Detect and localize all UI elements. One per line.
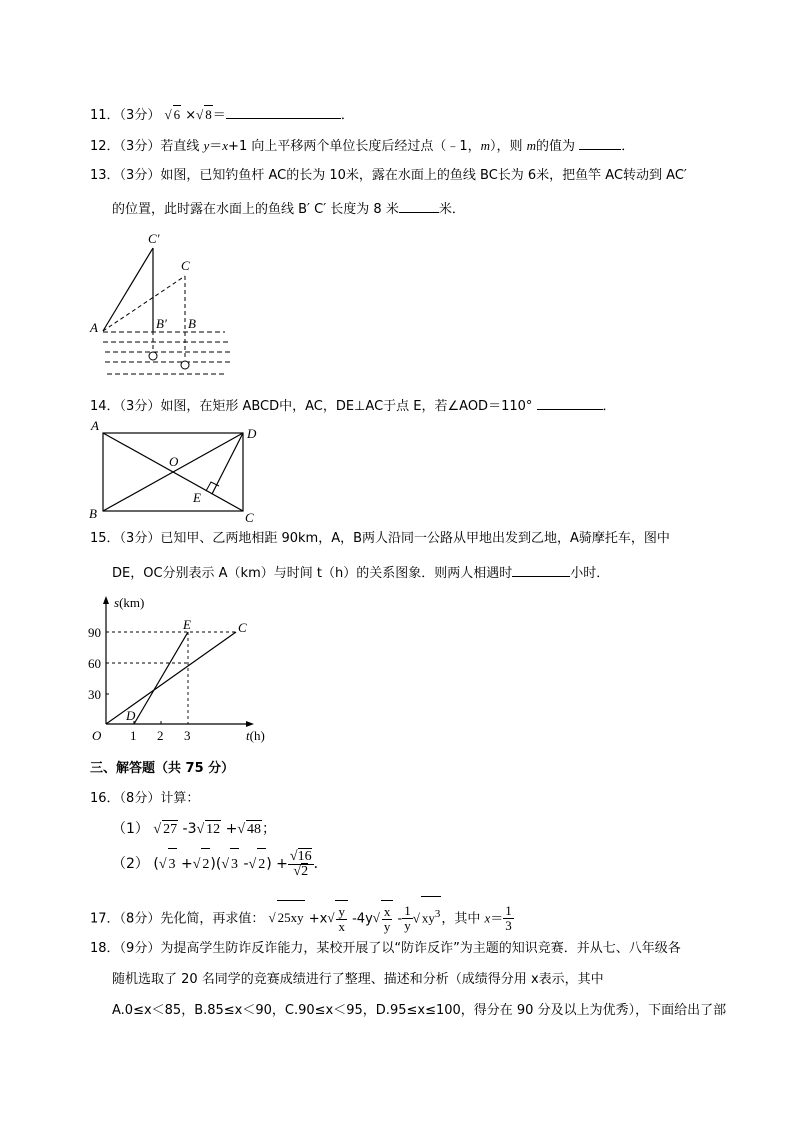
- text: 的位置，此时露在水面上的鱼线 B′ C′ 长度为 8 米: [112, 202, 399, 217]
- sqrt-3: √ 3: [221, 848, 239, 881]
- score: （3分）: [119, 399, 161, 414]
- svg-text:B: B: [188, 316, 196, 331]
- svg-text:3: 3: [184, 728, 191, 743]
- distance-time-chart: [88, 592, 278, 747]
- answer-blank[interactable]: [399, 198, 439, 213]
- period: ．: [602, 399, 616, 414]
- sqrt-12: √ 12: [196, 822, 221, 837]
- question-18-line2: 随机选取了 20 名同学的竞赛成绩进行了整理、描述和分析（成绩得分用 x表示，其中: [112, 972, 604, 987]
- svg-text:D: D: [247, 426, 257, 441]
- sqrt-2: √ 2: [249, 848, 267, 881]
- question-16-part2: （2） (√ 3 +√ 2)(√ 3 -√ 2) + $\frac{√16}{√2}$ ．: [112, 848, 328, 881]
- question-number: 12．: [90, 139, 120, 154]
- var-x: x: [222, 138, 229, 153]
- answer-blank[interactable]: [579, 135, 621, 150]
- sqrt-25xy: √ 25xy: [268, 900, 304, 935]
- score: （3分）: [119, 531, 161, 546]
- question-18-line3: A.0≤x＜85，B.85≤x＜90，C.90≤x＜95，D.95≤x≤100，得分在 90 分及以上为优秀），下面给出了部: [112, 1003, 727, 1018]
- question-13-line2: [112, 198, 465, 219]
- question-14: [90, 395, 616, 416]
- svg-text:E: E: [183, 617, 191, 632]
- svg-text:B: B: [89, 506, 97, 521]
- period: ．: [621, 139, 635, 154]
- text: 如图，在矩形 ABCD中，AC，DE⊥AC于点 E，若∠AOD＝110°: [160, 399, 533, 414]
- question-number: 17．: [90, 911, 120, 927]
- section-title: 三、解答题（共 75 分）: [90, 761, 235, 776]
- text: 的值为: [536, 139, 580, 154]
- sqrt-fraction: √ $\frac{x}{y}$: [373, 900, 394, 935]
- svg-text:A: A: [91, 418, 99, 433]
- svg-text:C: C: [238, 620, 247, 635]
- sqrt-27: √ 27: [153, 822, 178, 837]
- svg-text:O: O: [92, 728, 102, 743]
- question-number: 11．: [90, 108, 120, 123]
- question-number: 18．: [90, 941, 120, 956]
- fraction: $\frac{√16}{√2}$: [289, 848, 312, 879]
- svg-text:B′: B′: [156, 316, 167, 331]
- svg-text:C′: C′: [148, 231, 160, 246]
- operator: +: [221, 821, 238, 837]
- answer-blank[interactable]: [537, 395, 603, 410]
- question-number: 16．: [90, 791, 120, 806]
- question-13-line1: [90, 167, 687, 185]
- text: 为提高学生防诈反诈能力，某校开展了以“防诈反诈”为主题的知识竞赛．并从七、八年级各: [160, 941, 681, 956]
- text: 如图，已知钓鱼杆 AC的长为 10米，露在水面上的鱼线 BC长为 6米，把鱼竿 AC转动到 AC′: [160, 168, 687, 183]
- term: +x: [304, 911, 328, 927]
- score: （3分）: [119, 108, 161, 123]
- svg-text:C: C: [245, 510, 254, 523]
- text: 小时．: [570, 566, 610, 581]
- operator: -3: [178, 821, 197, 837]
- question-11: [90, 104, 354, 125]
- sqrt-48: √ 48: [237, 822, 262, 837]
- score: （3分）: [119, 168, 161, 183]
- question-12: [90, 135, 634, 156]
- text: ，其中: [441, 911, 485, 927]
- question-17: 17．（8分）先化简，再求值： √ 25xy +x√ $\frac{y}{x}$ -4y√ $\frac{x}{y}$ - $\frac{1}{y}$ √ $xy^3$，其中 x＝ $\frac{1}{3}$: [90, 896, 514, 936]
- sqrt-fraction: √ $\frac{y}{x}$: [327, 900, 348, 935]
- question-18-line1: [90, 940, 681, 958]
- term: -4y: [347, 911, 373, 927]
- svg-text:C: C: [181, 258, 190, 273]
- svg-text:A: A: [90, 320, 98, 335]
- var-x: x: [484, 910, 491, 926]
- var-m: m: [480, 138, 491, 153]
- var-y: y: [203, 138, 210, 153]
- sqrt-xy3: √ $xy^3$: [413, 896, 442, 935]
- text: +1 向上平移两个单位长度后经过点（﹣1，: [228, 139, 481, 154]
- part-label: （1）: [112, 821, 149, 837]
- equals: ＝: [212, 108, 226, 123]
- var-m: m: [526, 138, 537, 153]
- score: （8分）: [119, 911, 161, 927]
- text: 计算：: [160, 791, 200, 806]
- fishing-rod-figure: [85, 228, 245, 383]
- sqrt-6: √ 6: [164, 107, 181, 122]
- text: 先化简，再求值：: [160, 911, 265, 927]
- question-16-part1: [112, 820, 276, 839]
- part-label: （2）: [112, 856, 149, 872]
- fraction: $\frac{1}{3}$: [505, 903, 512, 934]
- text: 已知甲、乙两地相距 90km，A，B两人沿同一公路从甲地出发到乙地，A骑摩托车，图中: [160, 531, 670, 546]
- semicolon: ；: [262, 821, 277, 837]
- sqrt-2: √ 2: [193, 848, 211, 881]
- text: 若直线: [160, 139, 204, 154]
- equals: ＝: [209, 139, 223, 154]
- period: ．: [313, 856, 328, 872]
- sqrt-8: √ 8: [196, 107, 212, 122]
- sqrt-3: √ 3: [159, 848, 177, 881]
- question-15-line1: [90, 530, 670, 548]
- svg-text:t(h): t(h): [246, 728, 265, 743]
- question-15-line2: [112, 562, 609, 583]
- question-number: 15．: [90, 531, 120, 546]
- rectangle-figure: [85, 418, 265, 523]
- answer-blank[interactable]: [226, 104, 341, 119]
- svg-text:90: 90: [88, 625, 101, 640]
- score: （9分）: [119, 941, 161, 956]
- svg-text:1: 1: [130, 728, 137, 743]
- fraction: $\frac{1}{y}$: [404, 903, 411, 934]
- text: DE，OC分别表示 A（km）与时间 t（h）的关系图象．则两人相遇时: [112, 566, 513, 581]
- times-sign: ×: [185, 108, 197, 123]
- svg-text:s(km): s(km): [114, 595, 145, 610]
- equals: ＝: [490, 911, 504, 927]
- svg-text:O: O: [169, 454, 179, 469]
- score: （3分）: [119, 139, 161, 154]
- svg-text:30: 30: [88, 687, 101, 702]
- svg-text:E: E: [193, 490, 201, 505]
- svg-text:2: 2: [157, 728, 164, 743]
- text: ），则: [490, 139, 527, 154]
- svg-text:60: 60: [88, 656, 101, 671]
- svg-text:D: D: [126, 708, 136, 723]
- score: （8分）: [119, 791, 161, 806]
- period: ．: [340, 108, 354, 123]
- question-number: 13．: [90, 168, 120, 183]
- text: 米．: [438, 202, 465, 217]
- question-number: 14．: [90, 399, 120, 414]
- answer-blank[interactable]: [512, 562, 570, 577]
- question-16: [90, 790, 199, 808]
